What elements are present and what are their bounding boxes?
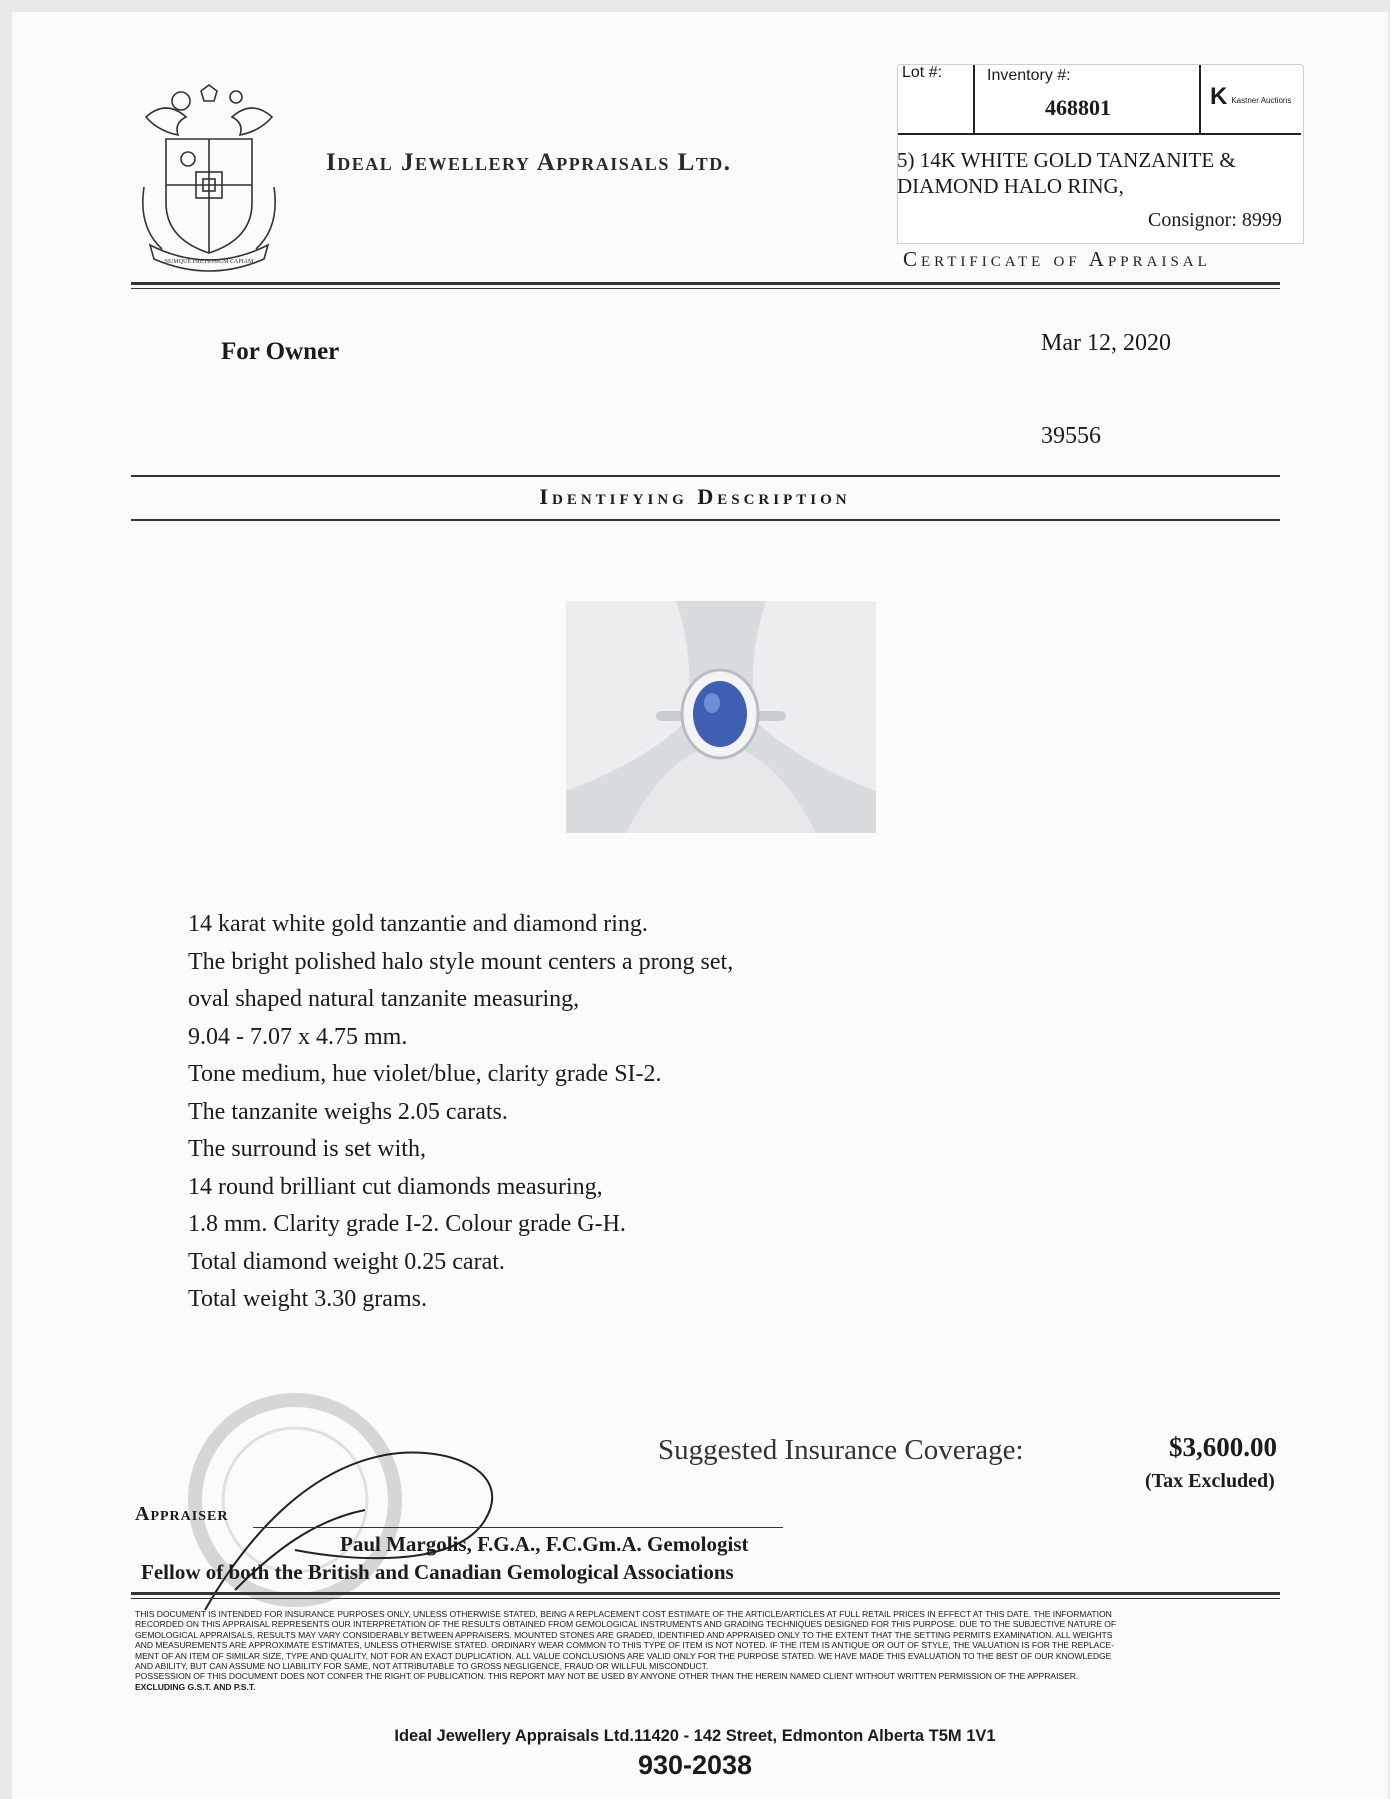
company-name: Ideal Jewellery Appraisals Ltd. xyxy=(326,149,732,176)
lot-item-title-line2: DIAMOND HALO RING, xyxy=(897,174,1124,198)
section-rule-bottom xyxy=(131,519,1280,521)
disclaimer-line: AND MEASUREMENTS ARE APPROXIMATE ESTIMATES, UNLESS OTHERWISE STATED. ORDINARY WEAR COMMON TO THIS TYPE OF ITEM IS NOT NOTED. IF THE ITEM IS ANTIQUE OR OUT OF STYLE, THE VALUATION IS FOR THE REPLACE- xyxy=(135,1640,1115,1651)
footer-rule-thin xyxy=(131,1598,1280,1599)
coverage-label: Suggested Insurance Coverage: xyxy=(658,1434,1024,1466)
item-description xyxy=(188,906,733,1319)
section-rule-top xyxy=(131,475,1280,477)
appraisal-date: Mar 12, 2020 xyxy=(1041,330,1171,356)
inventory-number: 468801 xyxy=(1045,95,1111,120)
kastner-logo-letter: K xyxy=(1210,83,1228,110)
disclaimer-line: AND ABILITY, BUT CAN ASSUME NO LIABILITY FOR SAME, NOT ATTRIBUTABLE TO GROSS NEGLIGENCE, FRAUD OR WILLFUL MISCONDUCT. xyxy=(135,1661,709,1672)
header-rule-thin xyxy=(131,288,1280,289)
coverage-value: $3,600.00 xyxy=(1169,1432,1277,1462)
disclaimer-line: GEMOLOGICAL APPRAISALS, RESULTS MAY VARY CONSIDERABLY BETWEEN APPRAISERS. MOUNTED STONES ARE GRADED, IDENTIFIED AND APPRAISED ONLY TO THE EXTENT THAT THE SETTING PERMITS EXAMINATION. ALL WEIGHTS xyxy=(135,1629,1113,1640)
kastner-logo-text: Kastner Auctions xyxy=(1231,95,1292,105)
tax-note: (Tax Excluded) xyxy=(1145,1470,1275,1492)
kastner-logo xyxy=(1210,83,1291,111)
lot-item-title-line1: 5) 14K WHITE GOLD TANZANITE & xyxy=(897,148,1236,172)
disclaimer-line: EXCLUDING G.S.T. AND P.S.T. xyxy=(135,1681,256,1692)
description-line: Tone medium, hue violet/blue, clarity grade SI-2. xyxy=(188,1061,662,1087)
header-rule xyxy=(131,282,1280,285)
ring-photo xyxy=(566,601,876,833)
description-line: Total diamond weight 0.25 carat. xyxy=(188,1248,505,1275)
footer-address: Ideal Jewellery Appraisals Ltd.11420 - 142 Street, Edmonton Alberta T5M 1V1 xyxy=(394,1727,996,1745)
disclaimer-line: POSSESSION OF THIS DOCUMENT DOES NOT CONFER THE RIGHT OF PUBLICATION. THIS REPORT MAY NOT BE USED BY ANYONE OTHER THAN THE HEREIN NAMED CLIENT WITHOUT WRITTEN PERMISSION OF THE APPRAISER. xyxy=(135,1671,1079,1682)
description-line: 1.8 mm. Clarity grade I-2. Colour grade G-H. xyxy=(188,1211,626,1237)
disclaimer-line: THIS DOCUMENT IS INTENDED FOR INSURANCE PURPOSES ONLY, UNLESS OTHERWISE STATED, BEING A REPLACEMENT COST ESTIMATE OF THE ARTICLE/ARTICLES AT FULL RETAIL PRICES IN EFFECT AT THIS DATE. THE INFORMATION xyxy=(135,1609,1112,1619)
disclaimer-line: RECORDED ON THIS APPRAISAL REPRESENTS OUR INTERPRETATION OF THE RESULTS OBTAINED FROM GEMOLOGICAL INSTRUMENTS AND GRADING TECHNIQUES DESIGNED FOR THIS PURPOSE. DUE TO THE SUBJECTIVE NATURE OF xyxy=(135,1619,1117,1630)
appraiser-fellowship: Fellow of both the British and Canadian Gemological Associations xyxy=(141,1560,734,1584)
description-line: The tanzanite weighs 2.05 carats. xyxy=(188,1098,508,1125)
disclaimer-line: MENT OF AN ITEM OF SIMILAR SIZE, TYPE AND QUALITY, NOT FOR AN EXACT DUPLICATION. ALL VALUE CONCLUSIONS ARE VALID ONLY FOR THE PURPOSE STATED. WE HAVE MADE THIS EVALUATION TO THE BEST OF OUR KNOWLEDGE xyxy=(135,1650,1112,1661)
description-line: The bright polished halo style mount centers a prong set, xyxy=(188,948,734,975)
footer-rule xyxy=(131,1592,1280,1595)
description-line: The surround is set with, xyxy=(188,1136,426,1162)
footer-phone: 930-2038 xyxy=(637,1750,753,1780)
crest-logo xyxy=(136,77,282,273)
description-line: Total weight 3.30 grams. xyxy=(188,1286,427,1312)
lot-item-title xyxy=(897,147,1297,199)
inventory-label: Inventory #: xyxy=(987,67,1071,84)
description-line: 14 round brilliant cut diamonds measuring, xyxy=(188,1173,603,1200)
recipient: For Owner xyxy=(221,338,340,365)
crest-motto: NUMQUE PRETIOSIUM CAPIAM xyxy=(164,259,254,265)
appraiser-name: Paul Margolis, F.G.A., F.C.Gm.A. Gemologist xyxy=(340,1532,749,1556)
signature-line xyxy=(253,1527,783,1528)
appraiser-label: Appraiser xyxy=(135,1503,229,1525)
description-line: oval shaped natural tanzanite measuring, xyxy=(188,986,580,1012)
disclaimer xyxy=(135,1609,1283,1692)
description-line: 14 karat white gold tanzantie and diamond ring. xyxy=(188,911,648,937)
section-title: Identifying Description xyxy=(539,484,851,509)
lot-label: Lot #: xyxy=(902,64,943,81)
consignor: Consignor: 8999 xyxy=(1148,209,1282,231)
certificate-title: Certificate of Appraisal xyxy=(903,247,1211,271)
appraisal-number: 39556 xyxy=(1041,423,1101,449)
description-line: 9.04 - 7.07 x 4.75 mm. xyxy=(188,1023,408,1050)
